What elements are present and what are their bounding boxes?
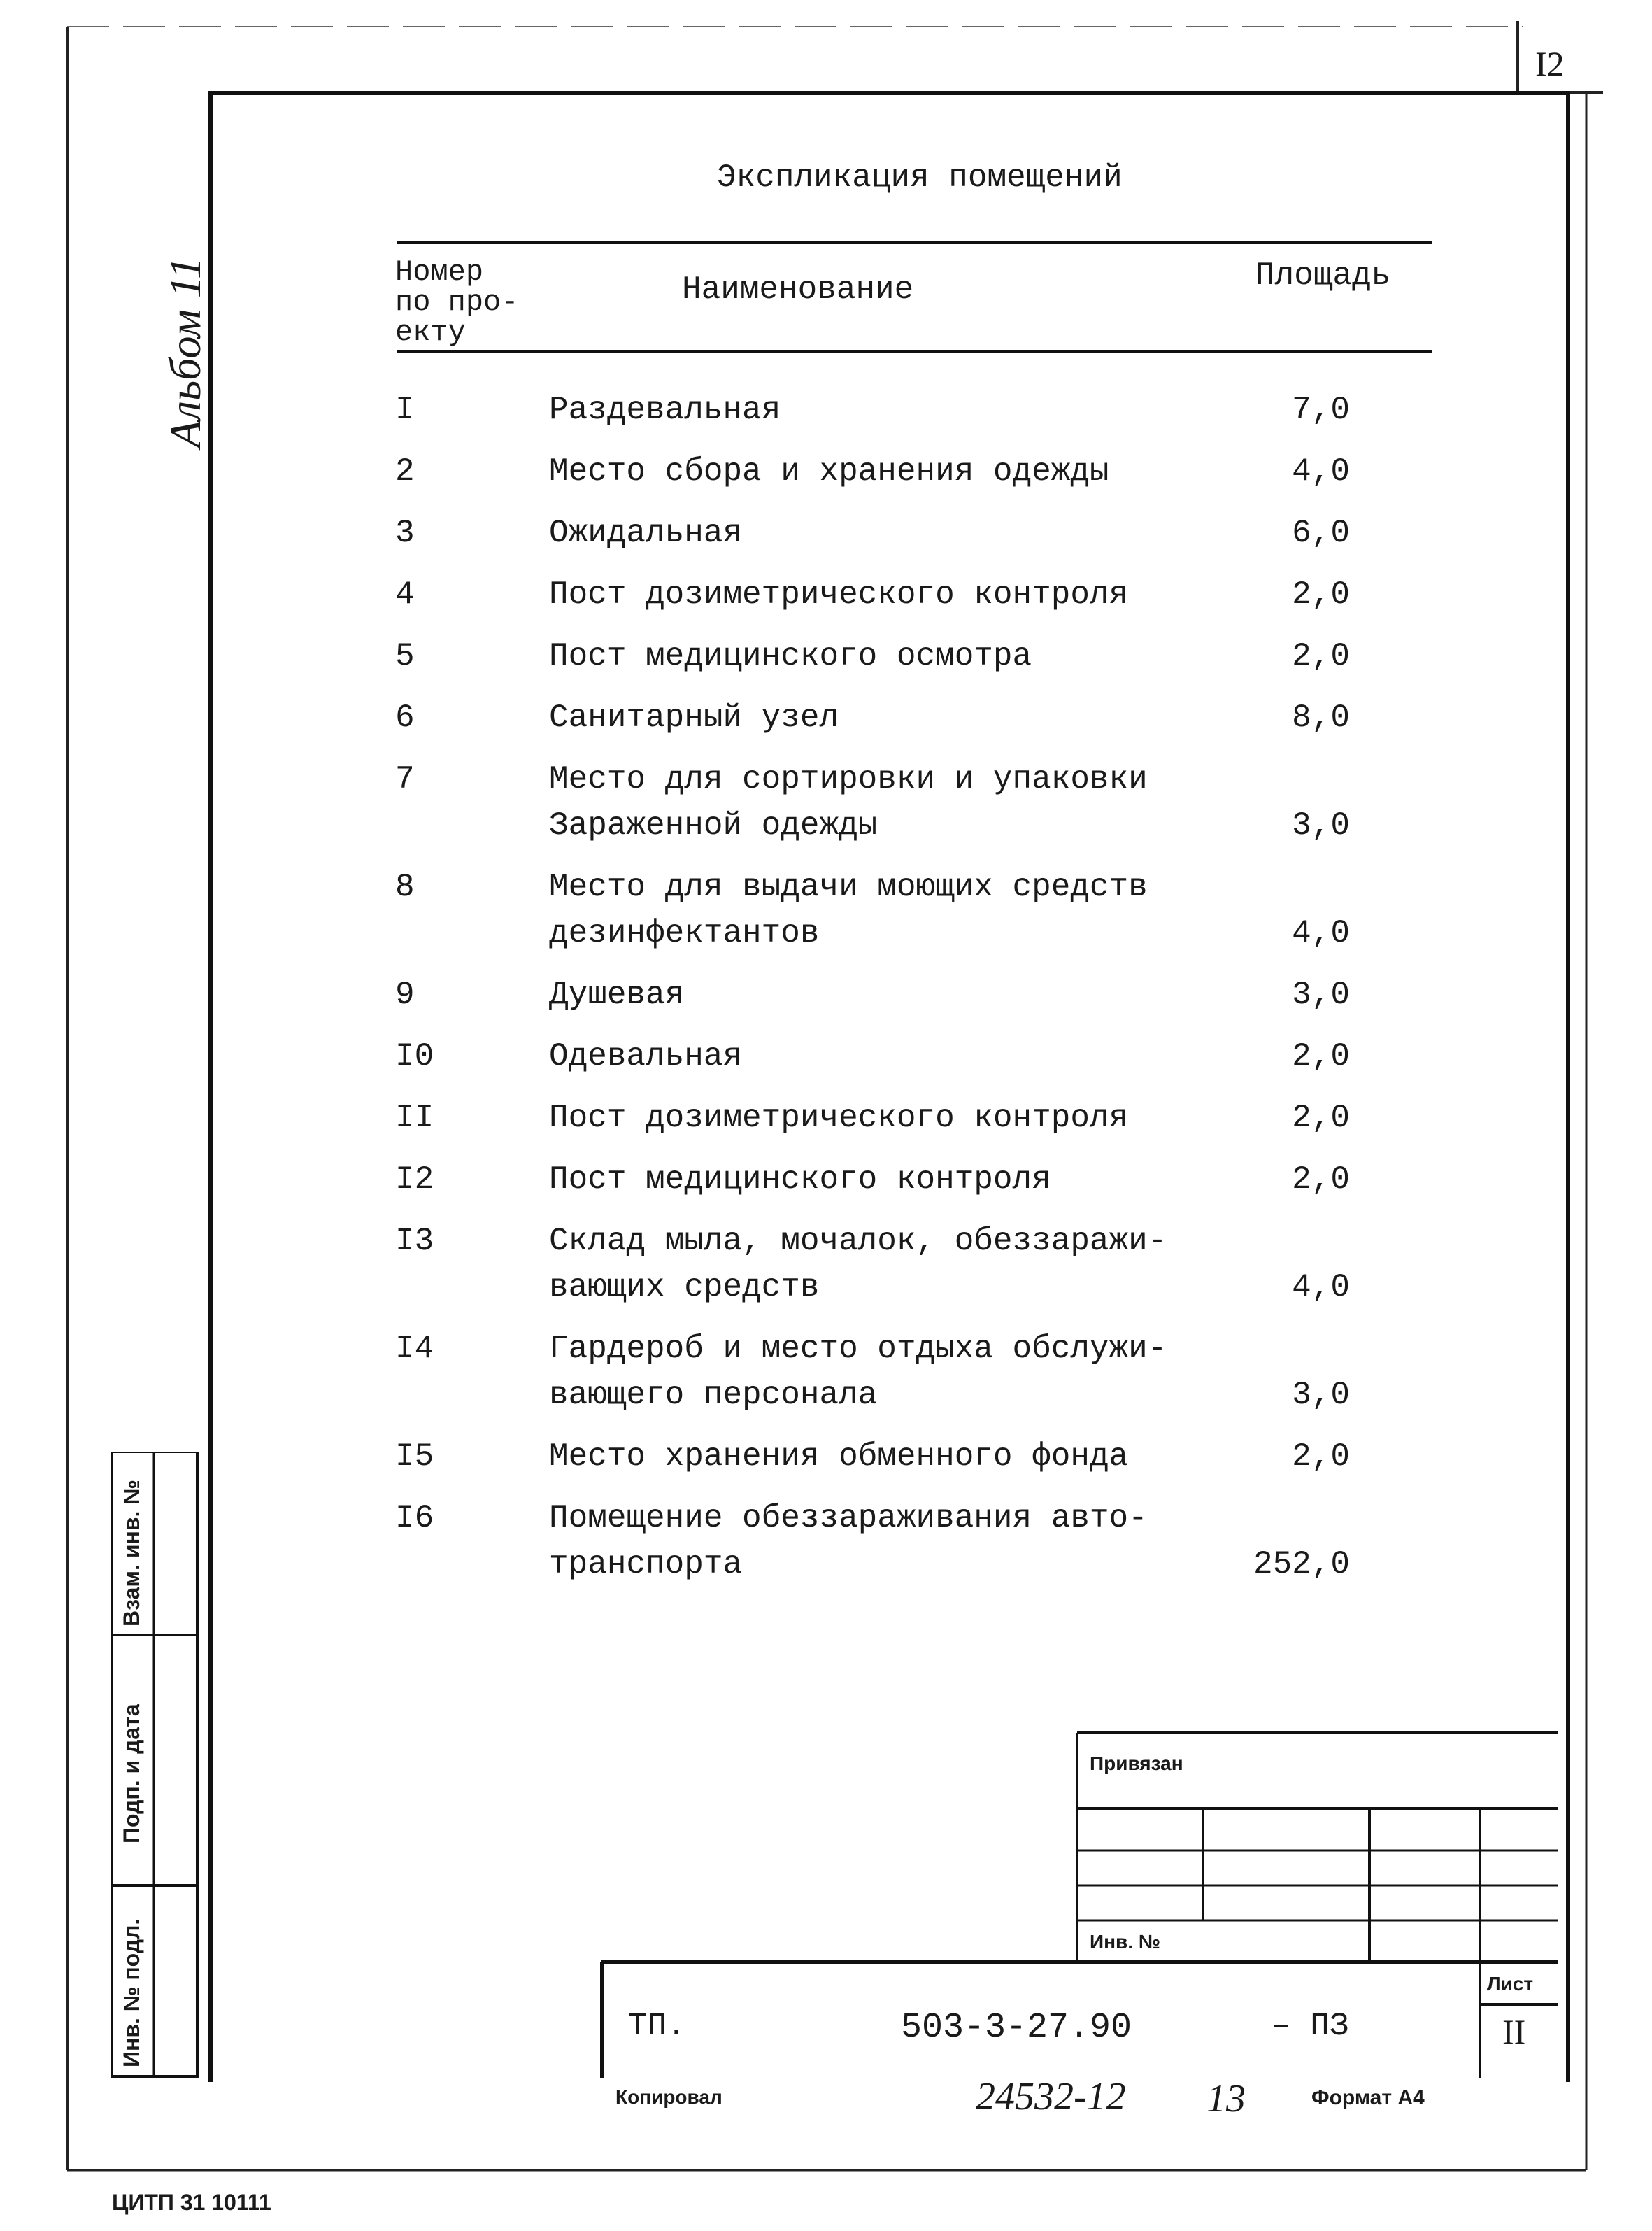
row-area: 252,0 [1253, 1546, 1350, 1582]
stamp-podp: Подп. и дата [119, 1704, 144, 1843]
header-number-line1: Номер [395, 255, 484, 289]
row-number: 9 [395, 977, 415, 1013]
row-area: 2,0 [1292, 1161, 1350, 1198]
row-area: 3,0 [1292, 807, 1350, 844]
side-stamp [111, 1452, 199, 2078]
row-number: 4 [395, 576, 415, 613]
row-name-line: Место сбора и хранения одежды [549, 453, 1109, 490]
header-number [395, 257, 518, 348]
privyazan-label: Привязан [1090, 1752, 1183, 1774]
row-area: 6,0 [1292, 515, 1350, 551]
row-number: I5 [395, 1438, 434, 1475]
row-number: 6 [395, 700, 415, 736]
stamp-vzam: Взам. инв. № [119, 1480, 144, 1627]
row-name-line: Ожидальная [549, 515, 743, 551]
inv-no-label: Инв. № [1090, 1931, 1161, 1953]
page-number: I2 [1535, 44, 1565, 83]
row-number: 8 [395, 869, 415, 905]
row-number: 5 [395, 638, 415, 674]
row-area: 2,0 [1292, 1100, 1350, 1136]
row-area: 4,0 [1292, 915, 1350, 951]
row-name-line: Пост медицинского контроля [549, 1161, 1051, 1198]
row-name-line: транспорта [549, 1546, 743, 1582]
row-name-line: Пост медицинского осмотра [549, 638, 1032, 674]
row-name-line: Санитарный узел [549, 700, 839, 736]
document-suffix: – ПЗ [1272, 2008, 1349, 2044]
handwritten-sheet: 13 [1206, 2077, 1246, 2120]
header-number-line3: екту [395, 316, 466, 349]
row-area: 7,0 [1292, 392, 1350, 428]
list-label: Лист [1487, 1973, 1534, 1995]
row-number: I0 [395, 1038, 434, 1075]
row-area: 2,0 [1292, 638, 1350, 674]
row-area: 2,0 [1292, 576, 1350, 613]
kopiroval-label: Копировал [615, 2086, 722, 2108]
bottom-label: ЦИТП 31 10111 [112, 2190, 271, 2215]
page-title: Экспликация помещений [717, 160, 1123, 196]
header-number-line2: по про- [395, 285, 519, 319]
row-name-line: Место хранения обменного фонда [549, 1438, 1129, 1475]
row-number: 7 [395, 761, 415, 798]
tp-label: ТП. [628, 2008, 686, 2044]
row-name-line: Зараженной одежды [549, 807, 878, 844]
row-number: 3 [395, 515, 415, 551]
row-area: 3,0 [1292, 1377, 1350, 1413]
row-number: I [395, 392, 415, 428]
row-number: I2 [395, 1161, 434, 1198]
stamp-inv: Инв. № подл. [119, 1918, 144, 2067]
row-area: 2,0 [1292, 1438, 1350, 1475]
header-area: Площадь [1255, 257, 1391, 294]
list-value: II [1502, 2012, 1526, 2051]
row-number: 2 [395, 453, 415, 490]
row-name-line: Место для сортировки и упаковки [549, 761, 1148, 798]
row-name-line: вающих средств [549, 1269, 820, 1305]
row-number: II [395, 1100, 434, 1136]
row-number: I6 [395, 1500, 434, 1536]
row-name-line: Склад мыла, мочалок, обеззаражи- [549, 1223, 1167, 1259]
format-label: Формат А4 [1311, 2086, 1425, 2109]
row-name-line: Душевая [549, 977, 685, 1013]
row-name-line: Пост дозиметрического контроля [549, 576, 1129, 613]
handwritten-number: 24532-12 [976, 2075, 1126, 2118]
row-name-line: Гардероб и место отдыха обслужи- [549, 1331, 1167, 1367]
document-code: 503-3-27.90 [901, 2008, 1132, 2048]
row-area: 4,0 [1292, 1269, 1350, 1305]
row-area: 8,0 [1292, 700, 1350, 736]
row-name-line: Раздевальная [549, 392, 781, 428]
header-name: Наименование [682, 271, 914, 308]
row-name-line: дезинфектантов [549, 915, 820, 951]
row-number: I3 [395, 1223, 434, 1259]
album-label: Альбом 11 [160, 256, 210, 448]
row-name-line: вающего персонала [549, 1377, 878, 1413]
row-area: 4,0 [1292, 453, 1350, 490]
row-name-line: Пост дозиметрического контроля [549, 1100, 1129, 1136]
table-top-rule [397, 241, 1432, 244]
row-number: I4 [395, 1331, 434, 1367]
row-name-line: Одевальная [549, 1038, 743, 1075]
row-name-line: Помещение обеззараживания авто- [549, 1500, 1148, 1536]
row-area: 2,0 [1292, 1038, 1350, 1075]
title-block [600, 1731, 1558, 2078]
row-name-line: Место для выдачи моющих средств [549, 869, 1148, 905]
row-area: 3,0 [1292, 977, 1350, 1013]
table-header-rule [397, 350, 1432, 353]
